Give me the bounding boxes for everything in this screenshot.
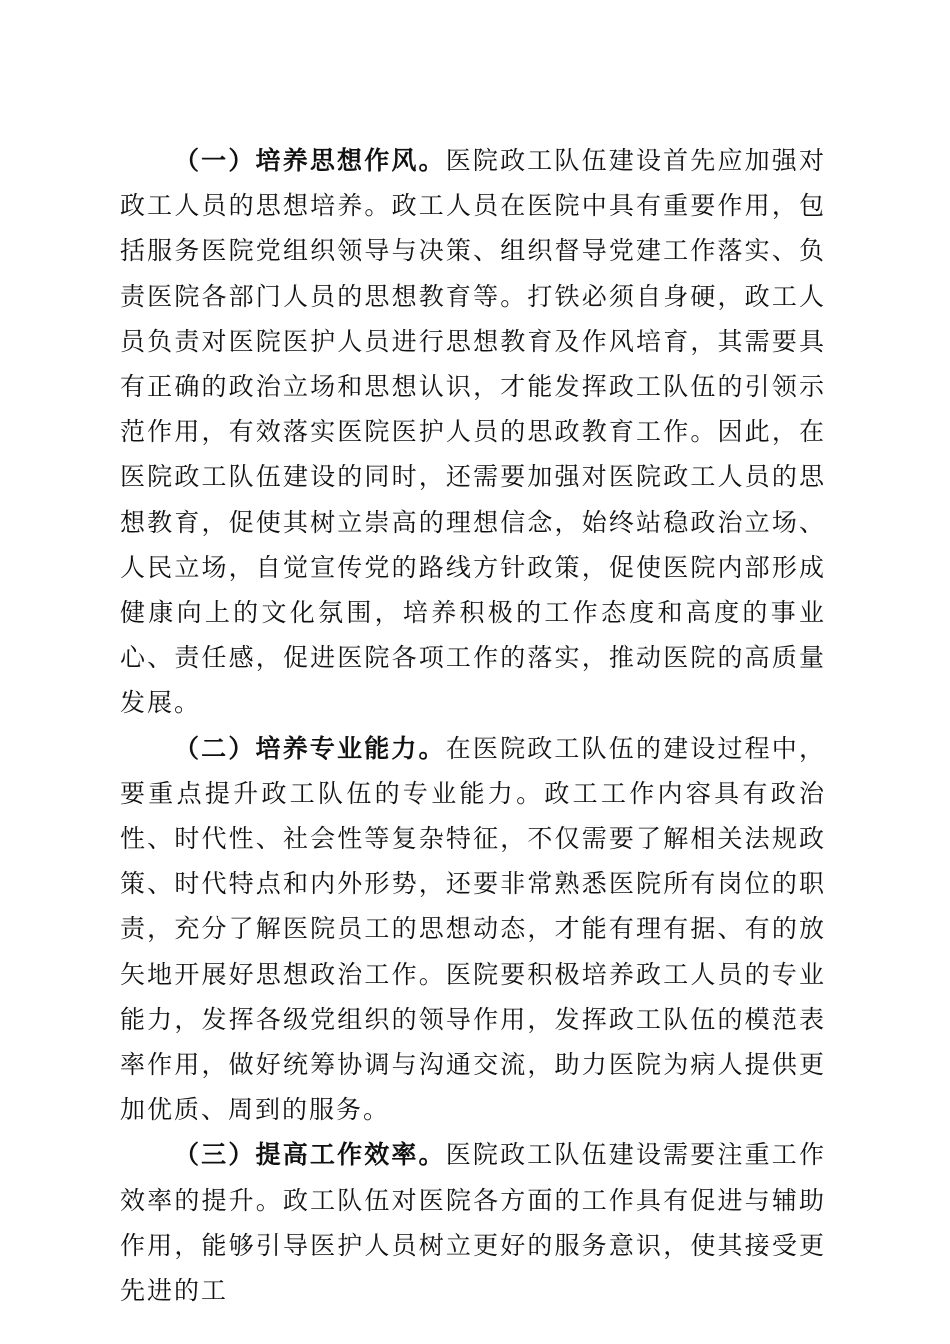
paragraph-3-body: 医院政工队伍建设需要注重工作效率的提升。政工队伍对医院各方面的工作具有促进与辅助作用，能够引导医护人员树立更好的服务意识，使其接受更先进的工 [120,1140,826,1306]
paragraph-1-heading: （一）培养思想作风。 [174,146,446,175]
paragraph-3-heading: （三）提高工作效率。 [174,1140,446,1170]
paragraph-2-heading: （二）培养专业能力。 [174,733,446,763]
paragraph-1 [120,138,826,726]
paragraph-1-body: 医院政工队伍建设首先应加强对政工人员的思想培养。政工人员在医院中具有重要作用，包括服务医院党组织领导与决策、组织督导党建工作落实、负责医院各部门人员的思想教育等。打铁必须自身硬，政工人员负责对医院医护人员进行思想教育及作风培育，其需要具有正确的政治立场和思想认识，才能发挥政工队伍的引领示范作用，有效落实医院医护人员的思政教育工作。因此，在医院政工队伍建设的同时，还需要加强对医院政工人员的思想教育，促使其树立崇高的理想信念，始终站稳政治立场、人民立场，自觉宣传党的路线方针政策，促使医院内部形成健康向上的文化氛围，培养积极的工作态度和高度的事业心、责任感，促进医院各项工作的落实，推动医院的高质量发展。 [120,146,826,718]
paragraph-3 [120,1132,826,1313]
paragraph-2 [120,726,826,1133]
paragraph-2-body: 在医院政工队伍的建设过程中，要重点提升政工队伍的专业能力。政工工作内容具有政治性、时代性、社会性等复杂特征，不仅需要了解相关法规政策、时代特点和内外形势，还要非常熟悉医院所有岗位的职责，充分了解医院员工的思想动态，才能有理有据、有的放矢地开展好思想政治工作。医院要积极培养政工人员的专业能力，发挥各级党组织的领导作用，发挥政工队伍的模范表率作用，做好统筹协调与沟通交流，助力医院为病人提供更加优质、周到的服务。 [120,733,826,1125]
document-body [120,138,826,1313]
